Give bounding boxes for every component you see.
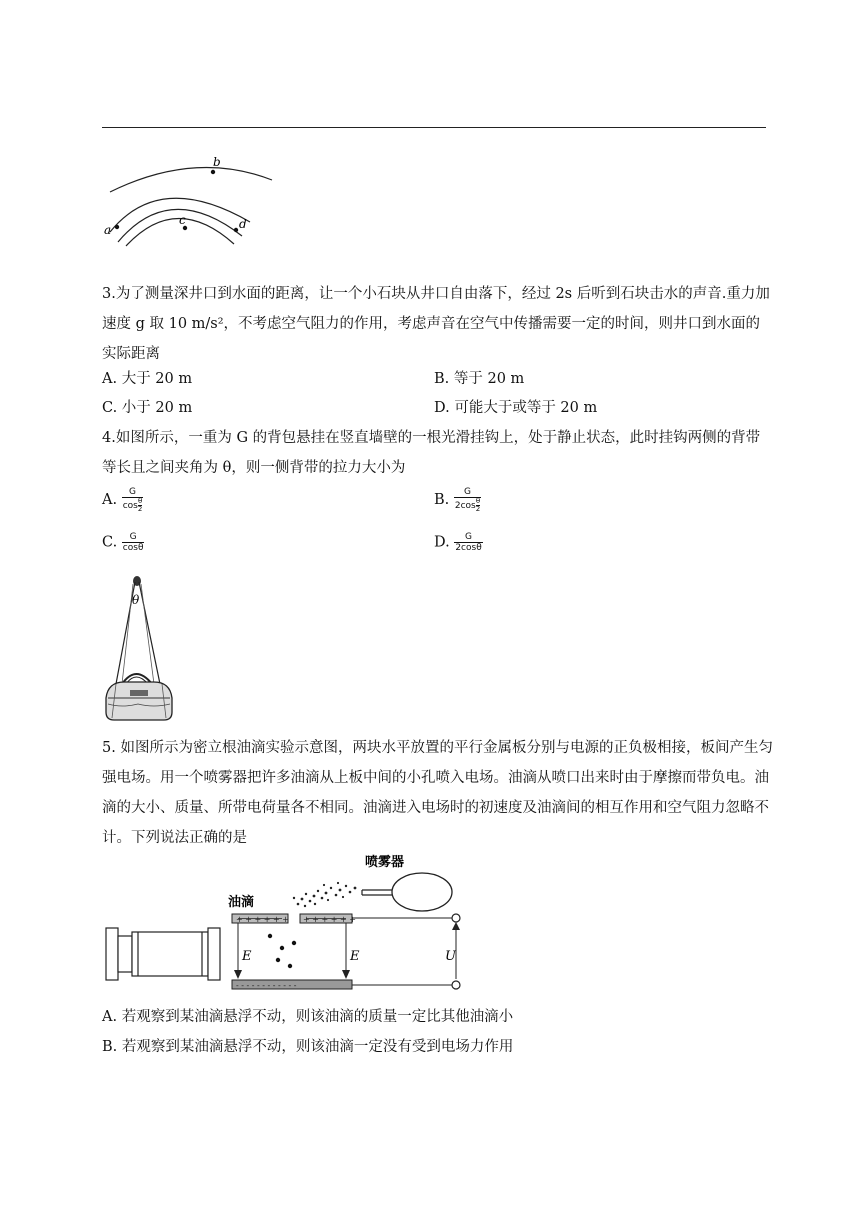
q4-option-d: D. $\frac{G}{2\cos\theta}$ [434, 532, 482, 553]
q4-option-c: C. $\frac{G}{\cos\theta}$ [102, 532, 144, 553]
q3-option-d: D. 可能大于或等于 20 m [434, 400, 598, 416]
svg-text:+ + + + + +: + + + + + + [303, 915, 356, 924]
q3-option-c: C. 小于 20 m [102, 400, 193, 416]
millikan-apparatus-figure [100, 848, 480, 998]
field-label-left: E [242, 949, 252, 964]
q5-option-a: A. 若观察到某油滴悬浮不动，则该油滴的质量一定比其他油滴小 [102, 1009, 514, 1025]
droplet-label: 油滴 [228, 895, 255, 910]
sprayer-label: 喷雾器 [365, 855, 405, 870]
sprayer-bulb [392, 873, 452, 911]
q4-option-a: A. G cos $\frac{\theta}{2}$ [102, 487, 143, 513]
spray-droplets [293, 882, 357, 907]
q3-option-b: B. 等于 20 m [434, 371, 525, 387]
q4-option-b: B. G 2cos $\frac{\theta}{2}$ [434, 487, 481, 513]
svg-text:+ + + + + +: + + + + + + [236, 915, 289, 924]
lower-terminal [452, 981, 460, 989]
upper-terminal [452, 914, 460, 922]
microscope [106, 928, 220, 980]
label-b: b [213, 155, 221, 169]
suspended-droplets [268, 934, 296, 968]
field-lines-figure [100, 150, 280, 250]
theta-label: θ [132, 593, 140, 607]
field-label-right: E [350, 949, 360, 964]
q3-option-a: A. 大于 20 m [102, 371, 193, 387]
backpack-figure [102, 572, 178, 722]
fraction: G cos $\frac{\theta}{2}$ [122, 487, 143, 513]
label-c: c [179, 213, 186, 227]
header-rule [102, 127, 766, 128]
question-4-stem: 4.如图所示，一重为 G 的背包悬挂在竖直墙壁的一根光滑挂钩上，处于静止状态，此时挂钩两侧的背带等长且之间夹角为 θ，则一侧背带的拉力大小为 [102, 430, 761, 476]
svg-text:- - - - - - - - - - - -: - - - - - - - - - - - - [236, 981, 297, 990]
label-d: d [239, 217, 247, 231]
point-b [211, 170, 215, 174]
fraction: $\frac{G}{2\cos\theta}$ [455, 532, 482, 553]
fraction: G 2cos $\frac{\theta}{2}$ [454, 487, 481, 513]
voltage-label: U [445, 949, 456, 964]
question-3-stem: 3.为了测量深井口到水面的距离，让一个小石块从井口自由落下，经过 2s 后听到石块击水的声音.重力加速度 g 取 10 m/s²，不考虑空气阻力的作用，考虑声音在空气中传播需要一定的时间，则井口到水面的实际距离 [102, 286, 770, 362]
point-d [234, 228, 238, 232]
label-a: a [104, 223, 112, 237]
fraction: $\frac{G}{\cos\theta}$ [122, 532, 144, 553]
question-5-stem: 5. 如图所示为密立根油滴实验示意图，两块水平放置的平行金属板分别与电源的正负极相接，板间产生匀强电场。用一个喷雾器把许多油滴从上板中间的小孔喷入电场。油滴从喷口出来时由于摩擦而带负电。油滴的大小、质量、所带电荷量各不相同。油滴进入电场时的初速度及油滴间的相互作用和空气阻力忽略不计。下列说法正确的是 [102, 740, 773, 846]
q5-option-b: B. 若观察到某油滴悬浮不动，则该油滴一定没有受到电场力作用 [102, 1039, 514, 1055]
point-a [115, 225, 119, 229]
